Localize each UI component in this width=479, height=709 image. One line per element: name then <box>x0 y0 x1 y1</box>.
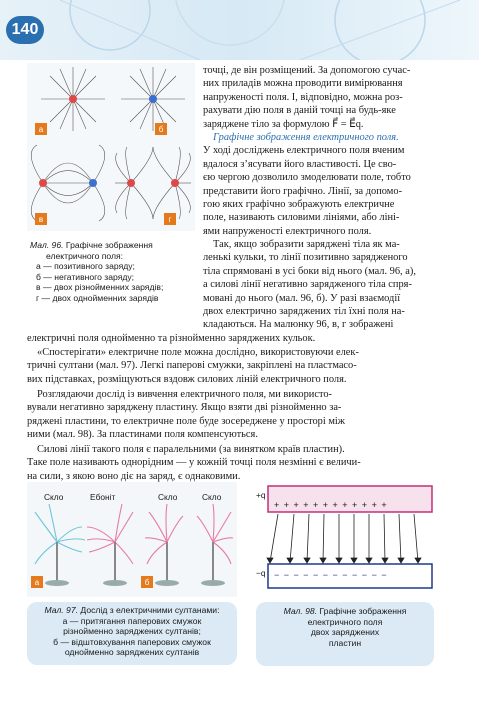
paragraph-3: Так, якщо зобразити заряджені тіла як ма- ленькі кульки, то лінії позитивно зарядженого тіла спрямовані в усі боки від нього (мал. 96, а), а силові лінії негативно зарядженого тіла спря- мовані до нього (мал. 96, б). У разі взаємодії двох електрично заряджених тіл їхні поля на- кладаються. На малюнку 96, в, г зображені <box>203 239 416 331</box>
paragraph-2: Графічне зображення електричного поля. У ході досліджень електричного поля вченим вдалося з’ясувати його властивості. Це сво- єю чергою дозволило змоделювати поле, тобто представити його графічно. Лінії, за допомо- гою яких графічно зображують електричне поле, називають силовими лініями, або ліні- ями напруженості електричного поля. <box>203 131 435 238</box>
plume-pair-a <box>35 504 133 564</box>
like-charges-field <box>115 147 191 219</box>
page-header-band <box>0 0 479 60</box>
fig97-word-1: Скло <box>44 492 64 502</box>
section-heading: Графічне зображення електричного поля. <box>213 132 399 143</box>
positive-charge-field <box>41 67 105 131</box>
minus-charge-label: −q <box>256 568 266 578</box>
opposite-charges-field <box>31 145 105 221</box>
negative-charge-field <box>121 67 185 131</box>
fig96-label-b: б <box>155 123 167 135</box>
figure-98-caption: Мал. 98. Графічне зображення електричного поля двох заряджених пластин <box>256 602 434 666</box>
figure-98 <box>256 482 434 597</box>
paragraph-6: Силові лінії такого поля є паралельними (за винятком країв пластин). Таке поле називають однорідним — у кожній точці поля незмінні є величи- на сили, з якою воно діє на заряд, є однаковими. <box>27 444 361 482</box>
figure-97-caption: Мал. 97. Дослід з електричними султанами: а — притягання паперових смужок різнойменно заряджених султанів; б — відштовхування паперових смужок однойменно заряджених султанів <box>27 602 237 665</box>
fig97-word-4: Скло <box>202 492 222 502</box>
fig96-label-d: г <box>164 213 176 225</box>
page-number: 140 <box>6 16 44 44</box>
fig97-label-b: б <box>141 576 153 588</box>
paragraph-4: «Спостерігати» електричне поле можна дослідно, використовуючи елек- тричні султани (мал. 97). Легкі паперові смужки, закріплені на пластмасо- вих підставках, розміщуються вздовж силових ліній електричного поля. <box>27 347 359 385</box>
plume-pair-b <box>145 504 233 564</box>
field-lines <box>267 514 421 563</box>
caption-title: Мал. 96. <box>30 240 64 250</box>
fig97-label-a: а <box>31 576 43 588</box>
fig96-label-a: а <box>35 123 47 135</box>
paragraph-1: точці, де він розміщений. За допомогою сучас- них приладів можна проводити вимірювання напруженості поля. І, відповідно, можна роз- рахувати дію поля в даній точці на будь-яке заряджене тіло за формулою F⃗ = E⃗q. <box>203 65 411 130</box>
minus-signs: − − − − − − − − − − − − <box>274 570 388 580</box>
paragraph-5: Розглядаючи дослід із вивчення електричного поля, ми використо- вували негативно заряджену пластину. Якщо взяти дві різнойменно за- ряджені пластини, то електричне поле буде зосереджене у просторі між ними (мал. 98). За пластинами поля компенсуються. <box>27 389 345 441</box>
figure-96 <box>27 63 195 231</box>
figure-96-caption: Мал. 96. Графічне зображення електричного поля: а — позитивного заряду; б — негативного заряду; в — двох різнойменних зарядів; г — двох однойменних зарядів <box>30 240 164 303</box>
fig97-word-2: Ебоніт <box>90 492 116 502</box>
fig97-word-3: Скло <box>158 492 178 502</box>
fig96-label-c: в <box>35 213 47 225</box>
field-lines-diagram <box>27 63 195 231</box>
figure-97 <box>27 482 237 597</box>
paragraph-3-tail: електричні поля однойменно та різнойменно заряджених кульок. <box>27 333 316 344</box>
plus-signs: + + + + + + + + + + + + <box>274 500 388 510</box>
plus-charge-label: +q <box>256 490 266 500</box>
header-decoration <box>0 0 479 60</box>
